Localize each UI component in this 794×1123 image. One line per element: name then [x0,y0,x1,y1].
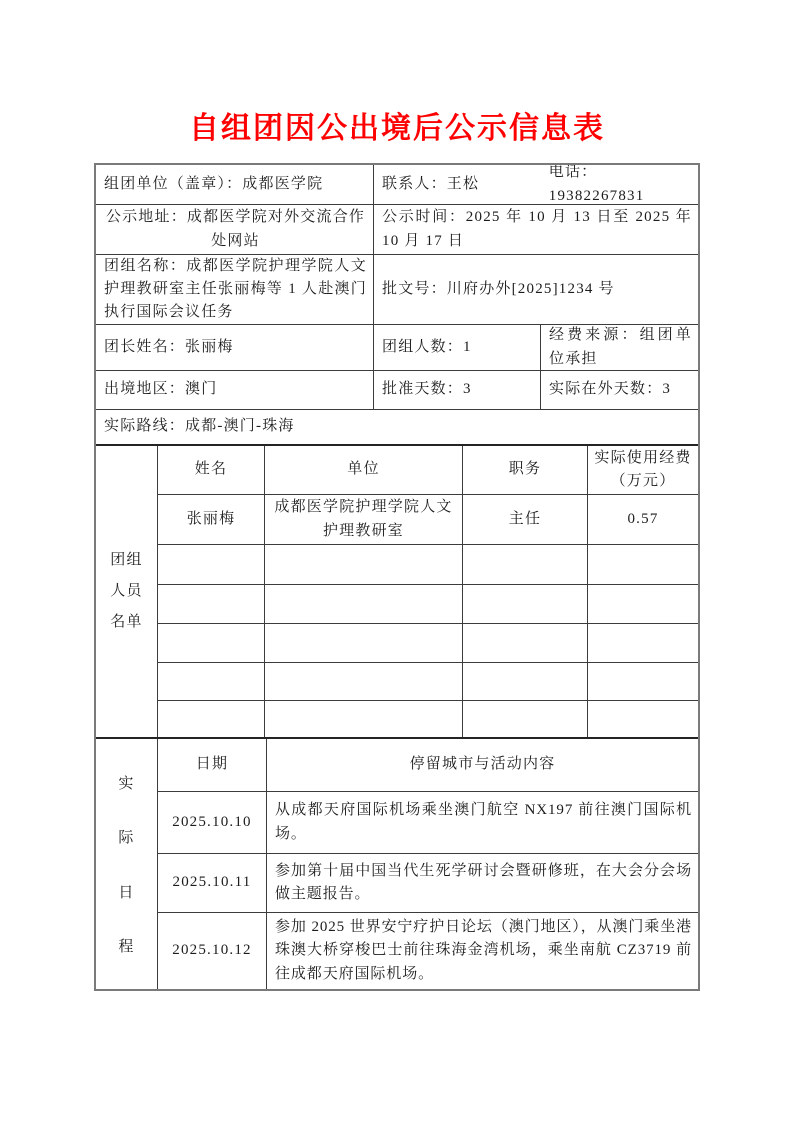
schedule-activity: 从成都天府国际机场乘坐澳门航空 NX197 前往澳门国际机场。 [266,792,698,853]
empty-cell [264,545,462,584]
org-unit-cell: 组团单位（盖章）：成都医学院 [104,175,324,192]
personnel-empty-row [158,544,698,584]
empty-cell [587,701,698,737]
schedule-row [158,912,698,989]
person-fee: 0.57 [587,495,698,544]
schedule-side-label [96,739,158,989]
schedule-date: 2025.10.11 [172,874,252,891]
group-name-cell: 团组名称：成都医学院护理学院人文护理教研室主任张丽梅等 1 人赴澳门执行国际会议任务 [104,257,367,321]
header-name: 姓名 [194,461,228,478]
empty-cell [264,701,462,737]
empty-cell [587,585,698,623]
header-unit: 单位 [264,446,462,494]
empty-cell [462,701,587,737]
empty-cell [158,701,264,737]
empty-cell [587,663,698,700]
approved-days-cell: 批准天数：3 [373,371,540,409]
funding-cell: 经费来源：组团单位承担 [540,325,698,370]
group-size-cell: 团组人数：1 [373,325,540,370]
side-label-char: 日 [118,884,135,901]
header-fee: 实际使用经费（万元） [587,446,698,494]
side-label-line: 人员 [110,583,143,599]
contact-phone-cell [373,165,698,204]
schedule-activity: 参加第十届中国当代生死学研讨会暨研修班，在大会分会场做主题报告。 [266,854,698,912]
personnel-table [158,446,698,737]
empty-cell [462,545,587,584]
header-date: 日期 [195,756,229,773]
schedule-header-row [158,739,698,791]
leader-cell: 团长姓名：张丽梅 [104,338,234,355]
empty-cell [587,624,698,662]
header-activity: 停留城市与活动内容 [266,739,698,791]
schedule-activity: 参加 2025 世界安宁疗护日论坛（澳门地区），从澳门乘坐港珠澳大桥穿梭巴士前往珠海金湾机场，乘坐南航 CZ3719 前往成都天府国际机场。 [266,913,698,989]
form-table [94,163,700,991]
row-leader [96,324,698,370]
contact-phone: 电话：19382267831 [548,165,645,204]
empty-cell [158,545,264,584]
schedule-row [158,853,698,912]
personnel-empty-row [158,623,698,662]
row-publish [96,204,698,254]
empty-cell [158,585,264,623]
publish-address-cell: 公示地址：成都医学院对外交流合作处网站 [105,209,366,249]
approval-no-cell: 批文号：川府办外[2025]1234 号 [373,255,698,324]
schedule-section [96,737,698,989]
personnel-section [96,444,698,737]
schedule-date: 2025.10.12 [172,942,252,959]
destination-cell: 出境地区：澳门 [104,381,218,398]
person-unit: 成都医学院护理学院人文护理教研室 [264,495,462,544]
side-label-line: 团组 [110,552,143,568]
row-org-contact [96,165,698,204]
schedule-row [158,791,698,853]
personnel-empty-row [158,584,698,623]
side-label-char: 实 [118,776,135,793]
personnel-empty-row [158,700,698,737]
empty-cell [158,663,264,700]
header-duty: 职务 [462,446,587,494]
actual-days-cell: 实际在外天数：3 [540,371,698,409]
publish-time-cell: 公示时间：2025 年 10 月 13 日至 2025 年 10 月 17 日 [373,205,698,254]
schedule-date: 2025.10.10 [172,813,252,830]
empty-cell [158,624,264,662]
empty-cell [264,624,462,662]
personnel-header-row [158,446,698,494]
person-duty: 主任 [462,495,587,544]
empty-cell [462,663,587,700]
contact-person: 联系人：王松 [382,175,480,192]
side-label-char: 际 [118,830,135,847]
page-title: 自组团因公出境后公示信息表 [189,112,605,145]
empty-cell [587,545,698,584]
row-route [96,409,698,444]
personnel-row [158,494,698,544]
row-groupname [96,254,698,324]
empty-cell [462,585,587,623]
side-label-char: 程 [118,938,135,955]
empty-cell [264,585,462,623]
side-label-line: 名单 [110,614,143,630]
schedule-table [158,739,698,989]
row-destination [96,370,698,409]
personnel-empty-row [158,662,698,700]
empty-cell [264,663,462,700]
person-name: 张丽梅 [186,510,236,527]
empty-cell [462,624,587,662]
actual-route-cell: 实际路线：成都-澳门-珠海 [104,418,295,435]
personnel-side-label [96,446,158,737]
